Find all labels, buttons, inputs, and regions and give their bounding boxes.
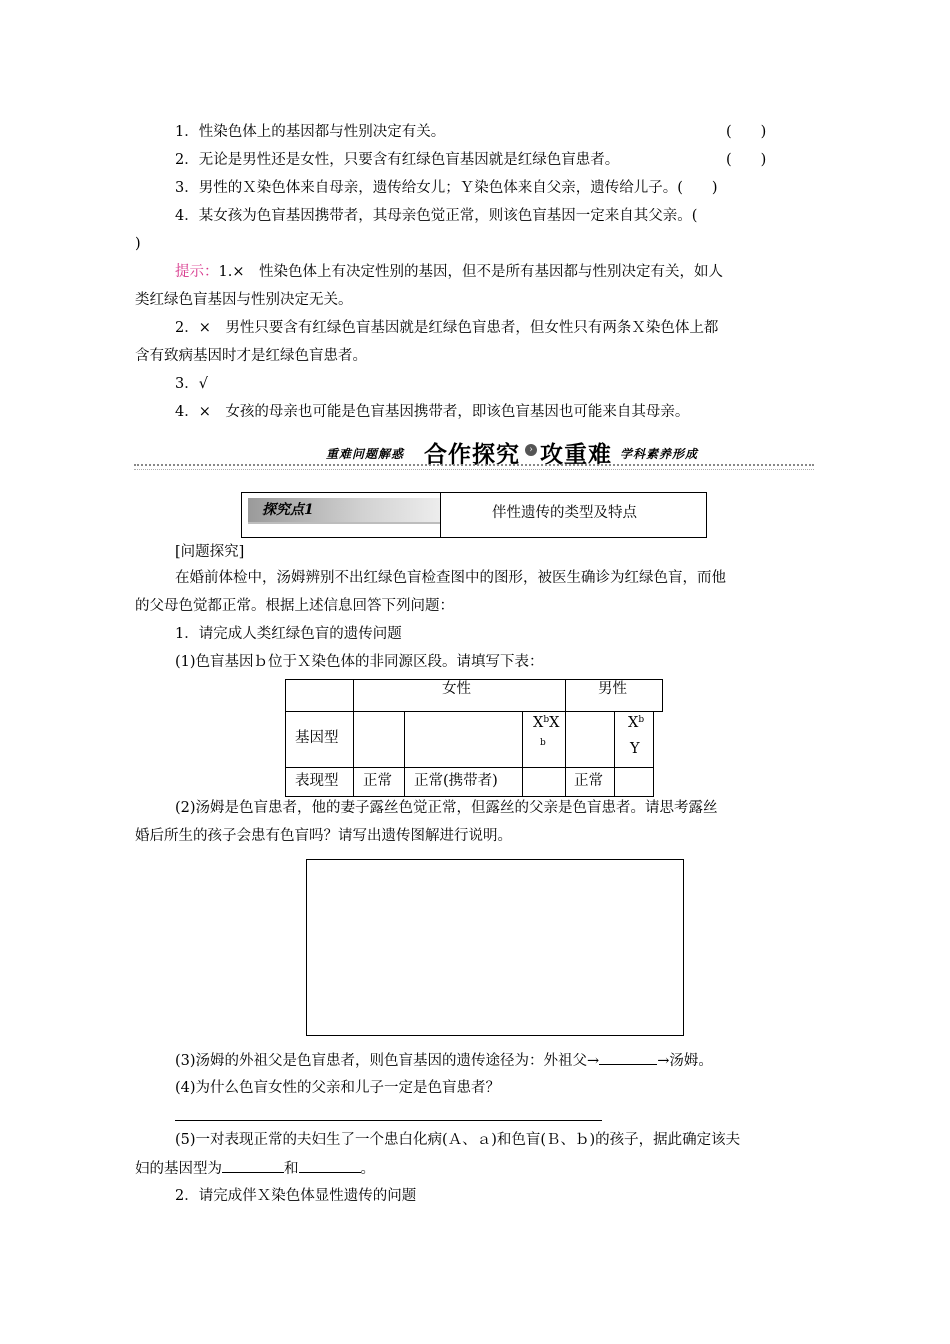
hint-1-text: 1.× 性染色体上有决定性别的基因，但不是所有基因都与性别决定有关，如人 [218, 264, 723, 280]
hint-4: 4．× 女孩的母亲也可能是色盲基因携带者，即该色盲基因也可能来自其母亲。 [175, 404, 690, 420]
banner-title-left: 合作探究 [424, 442, 520, 468]
explore-tag [248, 498, 440, 524]
question-heading-2: 2．请完成伴Ｘ染色体显性遗传的问题 [175, 1188, 417, 1204]
sub-question-3-text: (3)汤姆的外祖父是色盲患者，则色盲基因的遗传途径为：外祖父→ [175, 1053, 600, 1069]
genotype-male-2: $X^b$ [628, 715, 645, 731]
hint-3: 3．√ [175, 376, 208, 392]
question-2-text: 2．无论是男性还是女性，只要含有红绿色盲基因就是红绿色盲患者。 [175, 152, 620, 168]
genotype-label: 基因型 [295, 730, 339, 746]
question-4-paren: ) [135, 236, 141, 252]
question-2 [175, 150, 619, 170]
sub-question-3 [175, 1050, 713, 1071]
explore-divider [440, 493, 441, 537]
sub-question-5: (5)一对表现正常的夫妇生了一个患白化病(Ａ、ａ)和色盲(Ｂ、ｂ)的孩子，据此确定该夫 [175, 1132, 741, 1148]
banner-divider [134, 464, 814, 466]
blank-genotype-2[interactable] [299, 1158, 361, 1173]
hint-1 [175, 262, 723, 282]
genotype-female-3-cell [522, 711, 566, 768]
banner-divider-2 [134, 469, 814, 470]
sub-question-5-end: 。 [360, 1161, 375, 1177]
banner-left-caption: 重难问题解惑 [326, 447, 405, 461]
sub-question-2: (2)汤姆是色盲患者，他的妻子露丝色觉正常，但露丝的父亲是色盲患者。请思考露丝 [175, 800, 718, 816]
phenotype-male-2-cell[interactable] [614, 767, 654, 797]
phenotype-female-2-cell [404, 767, 523, 797]
genotype-female-3: $X^bX$ [533, 715, 560, 731]
phenotype-male-1-cell [565, 767, 615, 797]
sub-question-5-text: 妇的基因型为 [135, 1161, 222, 1177]
question-1 [175, 122, 445, 142]
hint-2: 2．× 男性只要含有红绿色盲基因就是红绿色盲患者，但女性只有两条Ｘ染色体上都 [175, 320, 719, 336]
question-2-paren: ( ) [726, 152, 767, 168]
sub-question-3-end: →汤姆。 [657, 1053, 713, 1069]
sub-question-4: (4)为什么色盲女性的父亲和儿子一定是色盲患者？ [175, 1080, 501, 1096]
genotype-female-3-sub: b [540, 738, 546, 748]
genotype-male-2-y: Y [630, 741, 640, 757]
genotype-male-2-cell [614, 711, 654, 768]
section-banner [134, 436, 814, 466]
question-heading-1: 1．请完成人类红绿色盲的遗传问题 [175, 626, 402, 642]
genotype-male-1-cell[interactable] [565, 711, 615, 768]
hint-label: 提示： [175, 264, 219, 280]
genetic-diagram-answer-box[interactable] [306, 859, 684, 1036]
intro-line-1: 在婚前体检中，汤姆辨别不出红绿色盲检查图中的图形，被医生确诊为红绿色盲，而他 [175, 570, 726, 586]
question-3-text: 3．男性的Ｘ染色体来自母亲，遗传给女儿；Ｙ染色体来自父亲，遗传给儿子。 [175, 180, 678, 196]
question-1-text: 1．性染色体上的基因都与性别决定有关。 [175, 124, 446, 140]
blank-inheritance-path[interactable] [599, 1050, 657, 1065]
sub-question-2-cont: 婚后所生的孩子会患有色盲吗？请写出遗传图解进行说明。 [135, 828, 512, 844]
hint-2-cont: 含有致病基因时才是红绿色盲患者。 [135, 348, 367, 364]
phenotype-female-1: 正常 [363, 773, 392, 789]
male-header-label: 男性 [598, 681, 627, 697]
phenotype-male-1: 正常 [574, 773, 603, 789]
banner-right-caption: 学科素养形成 [620, 447, 699, 461]
answer-line[interactable] [175, 1120, 602, 1121]
banner-title-right: 攻重难 [540, 442, 612, 468]
genotype-female-2-cell[interactable] [404, 711, 523, 768]
intro-line-2: 的父母色觉都正常。根据上述信息回答下列问题： [135, 598, 454, 614]
phenotype-female-2: 正常(携带者) [414, 773, 498, 789]
sub-question-5-and: 和 [284, 1161, 299, 1177]
hint-1-cont: 类红绿色盲基因与性别决定无关。 [135, 292, 353, 308]
phenotype-row-label [285, 767, 354, 797]
sub-question-5-cont [135, 1158, 375, 1179]
table-header-female [353, 679, 566, 712]
female-header-label: 女性 [442, 681, 471, 697]
question-1-paren: ( ) [726, 124, 767, 140]
banner-arrow-icon: › [525, 444, 537, 456]
table-header-male [565, 679, 663, 712]
phenotype-female-3-cell[interactable] [522, 767, 566, 797]
blank-genotype-1[interactable] [222, 1158, 284, 1173]
phenotype-female-1-cell [353, 767, 405, 797]
explore-tag-label: 探究点1 [262, 502, 314, 518]
question-4-text: 4．某女孩为色盲基因携带者，其母亲色觉正常，则该色盲基因一定来自其父亲。( [175, 208, 698, 224]
question-3-paren: ( ) [677, 180, 718, 196]
question-3 [175, 178, 718, 198]
explore-title: 伴性遗传的类型及特点 [492, 505, 637, 521]
genotype-female-1-cell[interactable] [353, 711, 405, 768]
question-4 [175, 206, 697, 226]
section-heading: [问题探究] [175, 544, 245, 560]
phenotype-label: 表现型 [295, 773, 339, 789]
table-corner-cell [285, 679, 354, 712]
sub-question-1: (1)色盲基因ｂ位于Ｘ染色体的非同源区段。请填写下表： [175, 654, 544, 670]
explore-point-box [241, 492, 707, 538]
genotype-row-label [285, 711, 354, 768]
